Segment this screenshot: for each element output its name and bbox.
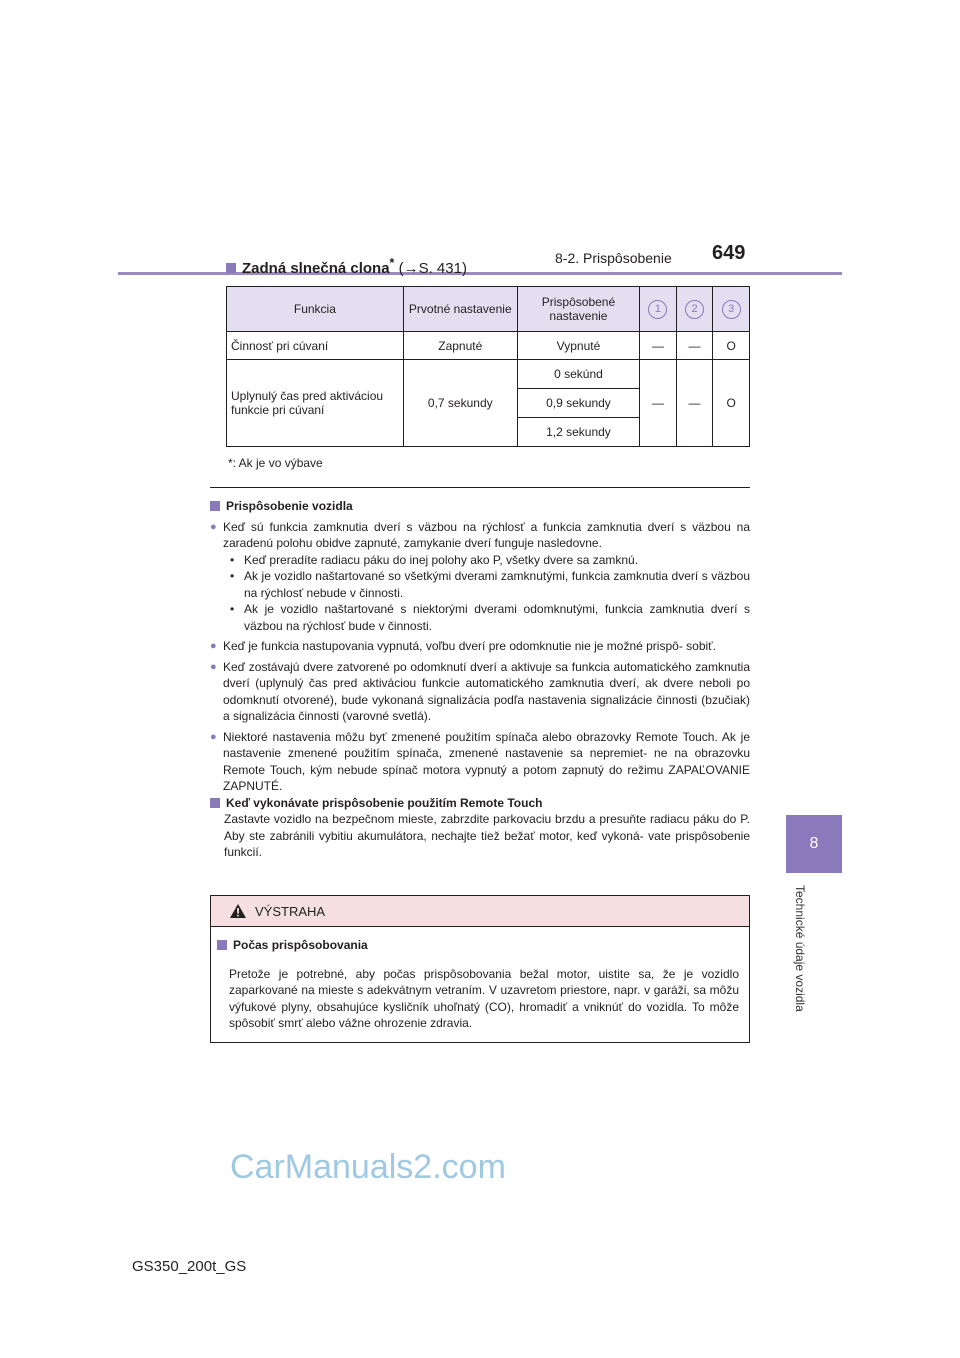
- square-bullet-icon: [226, 263, 236, 273]
- list-item: • Ak je vozidlo naštartované so všetkými dverami zamknutými, funkcia zamknutia dverí s väzbou na rýchlosť nebude v činnosti.: [230, 569, 750, 600]
- row2-custom-1: 0,9 sekundy: [517, 389, 639, 418]
- header-custom: Prispôsobené nastavenie: [517, 287, 639, 332]
- square-bullet-icon: [210, 501, 220, 511]
- header-default: Prvotné nastavenie: [403, 287, 517, 332]
- row2-custom-0: 0 sekúnd: [517, 360, 639, 389]
- list-item: ● Keď sú funkcia zamknutia dverí s väzbou na rýchlosť a funkcia zamknutia dverí s väzbou na zaradenú polohu obidve zapnuté, zamykanie dverí funguje nasledovne.: [210, 519, 750, 550]
- row1-c1: —: [640, 332, 677, 360]
- round-bullet-icon: ●: [210, 730, 217, 743]
- warning-content: [211, 927, 749, 1032]
- remote-touch-heading: Keď vykonávate prispôsobenie použitím Remote Touch: [210, 795, 750, 812]
- warning-heading: Počas prispôsobovania: [217, 937, 739, 954]
- remote-touch-text: Zastavte vozidlo na bezpečnom mieste, zabrzdite parkovaciu brzdu a presuňte radiacu páku do P. Aby ste zabránili vybitiu akumulátora, nechajte tiež bežať motor, keď vykoná- vate prispôsobenie funkcií.: [224, 812, 750, 859]
- dot-marker: •: [230, 602, 235, 616]
- warning-box: [210, 895, 750, 1043]
- vehicle-custom-heading: Prispôsobenie vozidla: [210, 498, 750, 515]
- watermark: CarManuals2.com: [230, 1148, 506, 1186]
- footer-model: GS350_200t_GS: [132, 1258, 247, 1275]
- dot-marker: •: [230, 569, 235, 583]
- dot-marker: •: [230, 552, 235, 567]
- header-col-1: [640, 287, 677, 332]
- list-item: ● Keď je funkcia nastupovania vypnutá, voľbu dverí pre odomknutie nie je možné prispô- sobiť.: [210, 639, 716, 653]
- sunshade-title: Zadná slnečná clona* (→S. 431): [226, 256, 467, 277]
- header-col-3: [713, 287, 750, 332]
- row2-function: Uplynulý čas pred aktiváciou funkcie pri cúvaní: [227, 360, 404, 447]
- row2-c3: O: [713, 360, 750, 447]
- chapter-tab[interactable]: [786, 815, 842, 873]
- list-item: ● Keď zostávajú dvere zatvorené po odomknutí dverí a aktivuje sa funkcia automatického zamknutia dverí (uplynulý čas pred aktiváciou funkcie automatického zamknutia dverí, ak dvere neboli po odomknutí otvorené), bude vykonaná signalizácia podľa nastavenia signalizácie činnosti (bzučiak) a signalizácia činnosti (varovné svetlá).: [210, 659, 750, 723]
- chapter-label: Technické údaje vozidla: [793, 885, 807, 1012]
- header-section: 8-2. Prispôsobenie: [555, 250, 672, 266]
- row1-default: Zapnuté: [403, 332, 517, 360]
- table-row: [227, 332, 750, 360]
- list-item: • Keď preradíte radiacu páku do inej polohy ako P, všetky dvere sa zamknú.: [230, 552, 639, 567]
- row1-custom: Vypnuté: [517, 332, 639, 360]
- warning-text: Pretože je potrebné, aby počas prispôsobovania bežal motor, uistite sa, že je vozidlo zaparkované na mieste s adekvátnym vetraním. V uzavretom priestore, napr. v garáži, sa môžu výfukové plyny, obsahujúce kysličník uhoľnatý (CO), hromadiť a vniknúť do vozidla. To môže spôsobiť smrť alebo vážne ohrozenie zdravia.: [229, 966, 739, 1030]
- warning-header: [211, 896, 749, 927]
- row2-default: 0,7 sekundy: [403, 360, 517, 447]
- square-bullet-icon: [210, 798, 220, 808]
- row2-c2: —: [676, 360, 713, 447]
- warning-title: VÝSTRAHA: [255, 903, 326, 919]
- circled-2-icon: 2: [685, 300, 704, 319]
- sunshade-ref: (→S. 431): [394, 260, 467, 277]
- row1-c2: —: [676, 332, 713, 360]
- sunshade-table: [226, 286, 750, 447]
- row2-custom-2: 1,2 sekundy: [517, 418, 639, 447]
- warning-triangle-icon: [229, 903, 247, 919]
- table-header-row: [227, 287, 750, 332]
- square-bullet-icon: [217, 940, 227, 950]
- section-divider: [210, 487, 750, 488]
- table-row: [227, 360, 750, 389]
- list-item: ● Niektoré nastavenia môžu byť zmenené použitím spínača alebo obrazovky Remote Touch. Ak je nastavenie zmenené použitím spínača, zmenené nastavenie sa nepremiet- ne na obrazovku Remote Touch, kým nebude spínač motora vypnutý a potom zapnutý do režimu ZAPAĽOVANIE ZAPNUTÉ.: [210, 729, 750, 793]
- notes-body: [210, 498, 750, 861]
- row1-c3: O: [713, 332, 750, 360]
- round-bullet-icon: ●: [210, 520, 217, 533]
- list-item: • Ak je vozidlo naštartované s niektorými dverami odomknutými, funkcia zamknutia dverí s väzbou na rýchlosť bude v činnosti.: [230, 602, 750, 633]
- header-function: Funkcia: [227, 287, 404, 332]
- row2-c1: —: [640, 360, 677, 447]
- page-number: 649: [712, 242, 746, 264]
- row1-function: Činnosť pri cúvaní: [227, 332, 404, 360]
- circled-3-icon: 3: [722, 300, 741, 319]
- chapter-number: 8: [809, 835, 819, 852]
- header-col-2: [676, 287, 713, 332]
- circled-1-icon: 1: [648, 300, 667, 319]
- round-bullet-icon: ●: [210, 640, 217, 652]
- round-bullet-icon: ●: [210, 660, 217, 673]
- footnote: *: Ak je vo výbave: [228, 456, 323, 470]
